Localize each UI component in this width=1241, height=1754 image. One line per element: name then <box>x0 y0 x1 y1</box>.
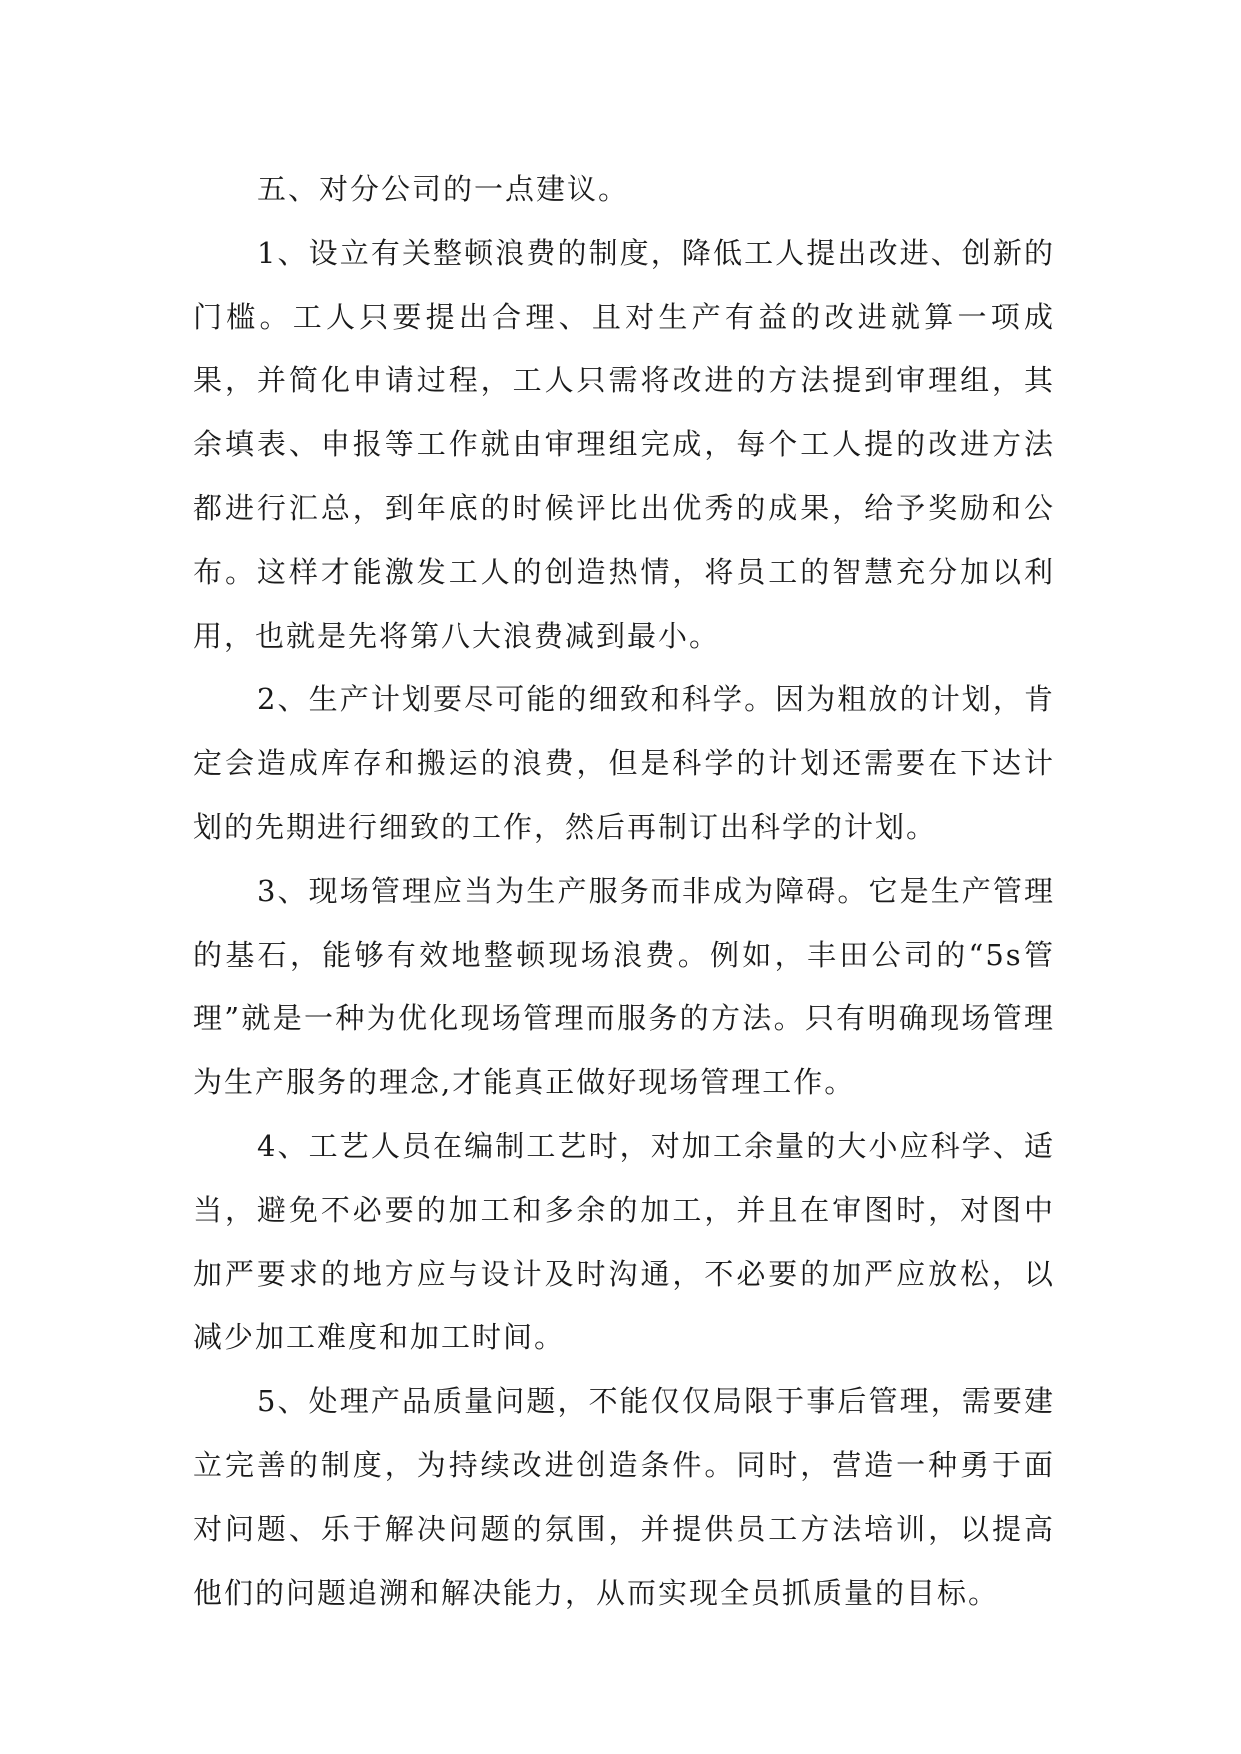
paragraph-1: 1、设立有关整顿浪费的制度，降低工人提出改进、创新的门槛。工人只要提出合理、且对生产有益的改进就算一项成果，并简化申请过程，工人只需将改进的方法提到审理组，其余填表、申报等工作就由审理组完成，每个工人提的改进方法都进行汇总，到年底的时候评比出优秀的成果，给予奖励和公布。这样才能激发工人的创造热情，将员工的智慧充分加以利用，也就是先将第八大浪费减到最小。 <box>193 235 1055 653</box>
document-body <box>193 158 1055 1625</box>
section-heading: 五、对分公司的一点建议。 <box>257 172 630 206</box>
paragraph-5: 5、处理产品质量问题，不能仅仅局限于事后管理，需要建立完善的制度，为持续改进创造条件。同时，营造一种勇于面对问题、乐于解决问题的氛围，并提供员工方法培训，以提高他们的问题追溯和解决能力，从而实现全员抓质量的目标。 <box>193 1384 1055 1610</box>
paragraph-4: 4、工艺人员在编制工艺时，对加工余量的大小应科学、适当，避免不必要的加工和多余的加工，并且在审图时，对图中加严要求的地方应与设计及时沟通，不必要的加严应放松，以减少加工难度和加工时间。 <box>193 1128 1055 1355</box>
paragraph-3: 3、现场管理应当为生产服务而非成为障碍。它是生产管理的基石，能够有效地整顿现场浪费。例如，丰田公司的“5s管理”就是一种为优化现场管理而服务的方法。只有明确现场管理为生产服务的理念,才能真正做好现场管理工作。 <box>193 873 1055 1100</box>
paragraph-2: 2、生产计划要尽可能的细致和科学。因为粗放的计划，肯定会造成库存和搬运的浪费，但是科学的计划还需要在下达计划的先期进行细致的工作，然后再制订出科学的计划。 <box>193 682 1055 844</box>
